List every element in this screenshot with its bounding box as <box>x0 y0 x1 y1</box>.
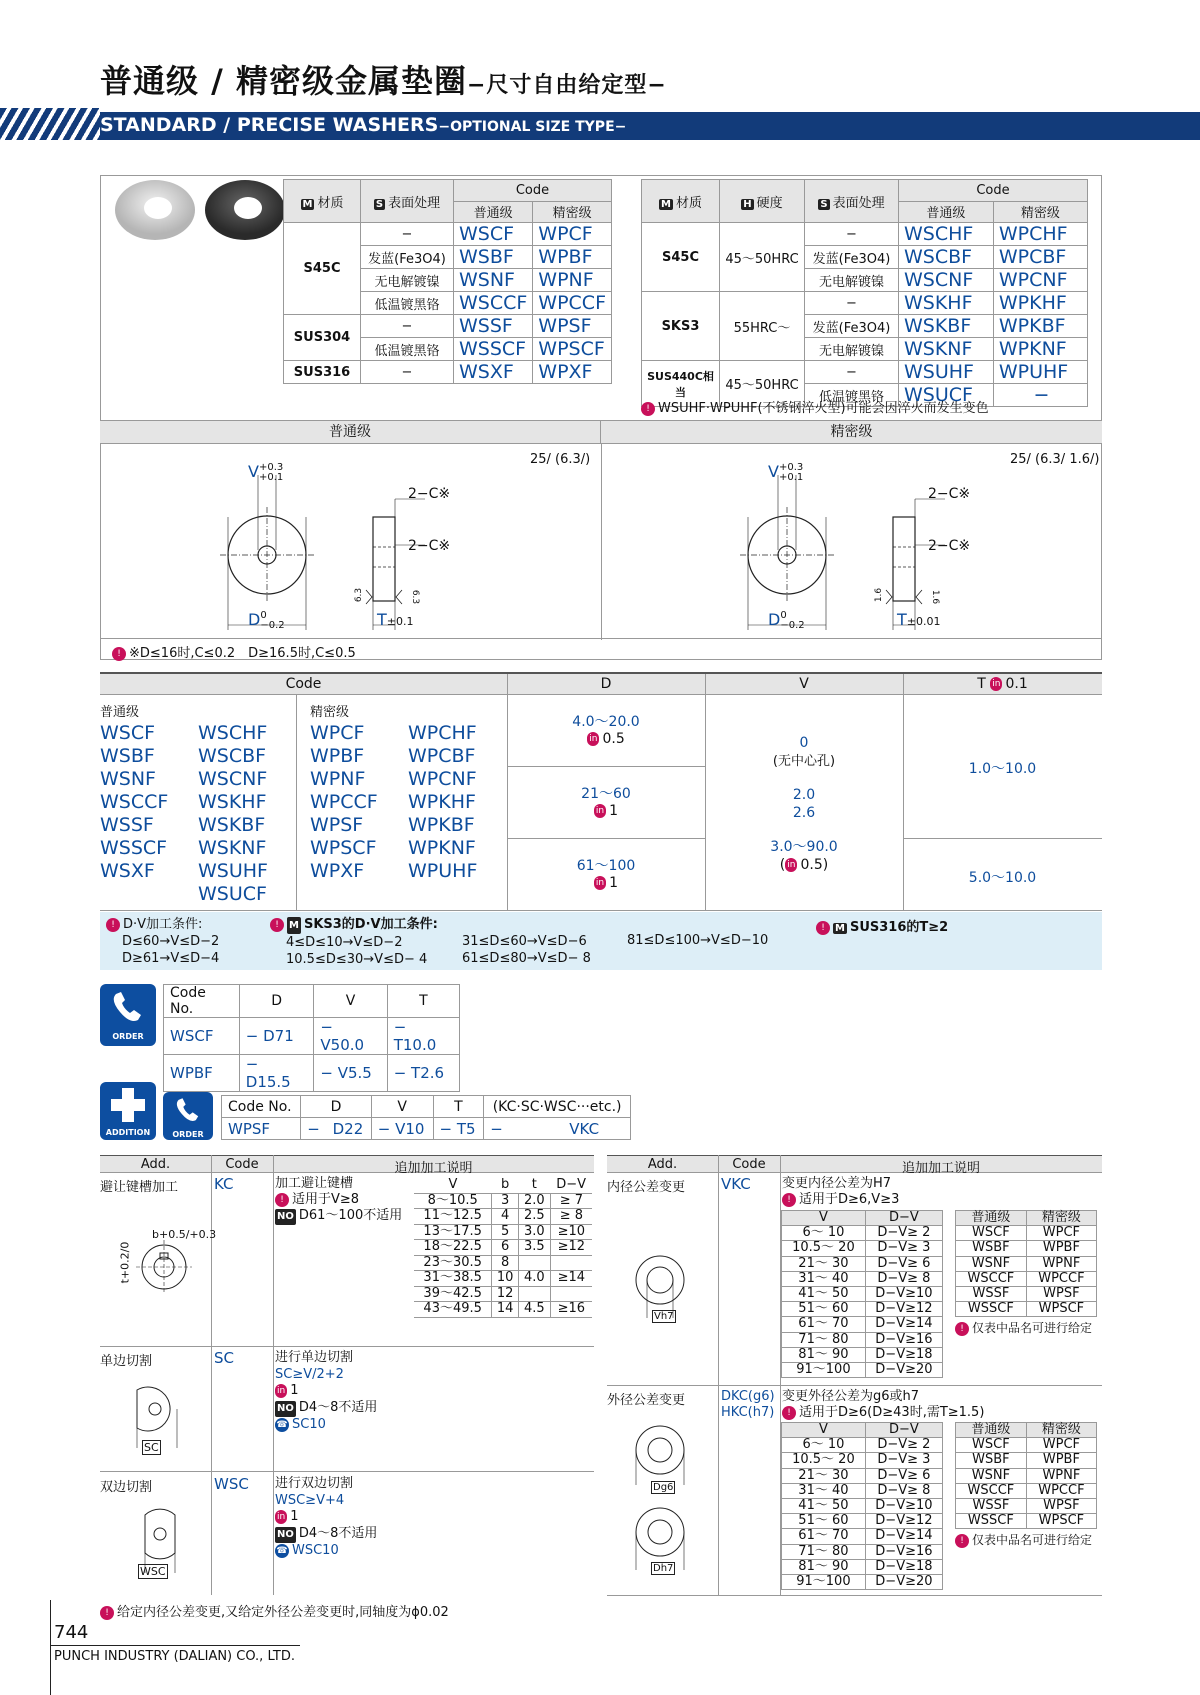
cond-sks3-b: 31≤D≤60→V≤D−6 61≤D≤80→V≤D− 8 <box>462 934 591 966</box>
table-row: WSSCF WPSCF <box>956 1302 1097 1317</box>
code-list-item: WSUHF <box>198 860 268 882</box>
footer-note: ! 给定内径公差变更,又给定外径公差变更时,同轴度为ϕ0.02 <box>100 1601 449 1620</box>
code-list-item: WSCHF <box>198 722 268 744</box>
dims-h-code: Code <box>285 676 322 692</box>
washer-photo <box>110 178 290 242</box>
vkc-label: Vh7 <box>654 1311 674 1322</box>
kc-code: KC <box>214 1175 234 1193</box>
addition-order-icon: ORDER <box>163 1092 213 1140</box>
dims-std-label: 普通级 <box>100 705 140 720</box>
t-range-2: 5.0～10.0 <box>968 870 1037 886</box>
table-row: 10.5～ 20 D−V≥ 3 <box>782 1241 943 1256</box>
wsc-label: WSC <box>140 1565 166 1578</box>
table-row: WSCF WPCF <box>956 1438 1097 1453</box>
std-code-list-2 <box>198 722 268 906</box>
dkc-only-note: ! 仅表中品名可进行给定 <box>955 1531 1092 1548</box>
dkc-table: V D−V 6～ 10 D−V≥ 2 10.5～ 20 D−V≥ 3 21～ 30 D−V≥ 6 31～ 40 D−V≥ 8 41～ 50 D−V≥10 51～ 60 D−V≥12 61～ 70 D−V≥14 71～ 80 D−V≥16 81～ 90 D−V≥18 91～100 D−V≥20 <box>781 1422 943 1590</box>
dims-h-d: D <box>600 676 612 692</box>
d-range-2: 21～60 in 1 <box>581 786 631 819</box>
dim-t-precise: T±0.01 <box>897 610 941 629</box>
table-row: WSBF WPBF <box>956 1453 1097 1468</box>
sc-code: SC <box>214 1349 234 1367</box>
table-row: 91～100 D−V≥20 <box>782 1362 943 1377</box>
v-range-3: 3.0～90.0 ( in 0.5) <box>770 839 838 873</box>
material-table-standard: M 材质 S 表面处理 Code 普通级 精密级 S45C − WSCF WPCF 发蓝(Fe3O4) WSBF WPBF 无电解镀镍 WSNF WPNF 低温镀黑铬 WSCCF WPCCF SUS304 − WSSF WPSF 低温镀黑铬 WSSCF WPSCF SUS316 − WSXF WPXF <box>283 179 612 384</box>
chamfer-note: ! ※D≤16时,C≤0.2 D≥16.5时,C≤0.5 <box>112 642 356 661</box>
machining-conditions <box>100 912 1102 970</box>
page-title: 普通级 / 精密级金属垫圈−尺寸自由给定型− <box>100 62 667 100</box>
drawing-divider <box>601 444 602 640</box>
wsc-code: WSC <box>214 1475 249 1493</box>
sc-name: 单边切割 <box>100 1354 153 1369</box>
table-row: WSCF WPCF <box>956 1226 1097 1241</box>
table-row: 51～ 60 D−V≥12 <box>782 1302 943 1317</box>
dkc-code-table: 普通级 精密级 WSCF WPCF WSBF WPBF WSNF WPNF WSCCF WPCCF WSSF WPSF WSSCF WPSCF <box>955 1422 1097 1529</box>
drawing-header-precise: 精密级 <box>601 420 1102 444</box>
table-row: WSCCF WPCCF <box>956 1271 1097 1286</box>
material-table-hardened: M 材质 H 硬度 S 表面处理 Code 普通级 精密级 S45C 45～50HRC − WSCHF WPCHF 发蓝(Fe3O4) WSCBF WPCBF 无电解镀镍 WSCNF WPCNF SKS3 55HRC～ − WSKHF WPKHF 发蓝(Fe3O4) WSKBF WPKBF 无电解镀镍 WSKNF WPKNF SUS440C相当 45～50HRC − WSUHF WPUHF 低温镀黑铬 WSUCF − <box>641 179 1088 407</box>
dg6-label: Dg6 <box>653 1482 674 1493</box>
table-row: 21～ 30 D−V≥ 6 <box>782 1468 943 1483</box>
table-row: 21～ 30 D−V≥ 6 <box>782 1256 943 1271</box>
table-row: 81～ 90 D−V≥18 <box>782 1347 943 1362</box>
sc-desc: 进行单边切割 SC≥V/2+2 in 1 NO D4～8不适用 ☎ SC10 <box>275 1350 378 1432</box>
table-row: 41～ 50 D−V≥10 <box>782 1286 943 1301</box>
drawing-bottom-line <box>100 638 1102 639</box>
code-list-item: WSKBF <box>198 814 266 836</box>
dims-prec-label: 精密级 <box>310 705 350 720</box>
dim-t: T±0.1 <box>377 610 414 629</box>
vkc-only-note: ! 仅表中品名可进行给定 <box>955 1319 1092 1336</box>
code-list-item: WPKHF <box>408 791 476 813</box>
dim-v-precise: V+0.3 +0.1 <box>768 461 804 483</box>
hardening-note: ! WSUHF·WPUHF(不锈钢淬火型)可能会因淬火而发生变色 <box>641 397 989 416</box>
std-code-list-1 <box>100 722 168 883</box>
roughness-right-precise: 1.6 <box>930 589 941 605</box>
kc-name: 避让键槽加工 <box>100 1180 179 1195</box>
table-row: 31～ 40 D−V≥ 8 <box>782 1483 943 1498</box>
code-list-item: WPKNF <box>408 837 476 859</box>
kc-b-label: b+0.5/+0.3 <box>152 1228 217 1241</box>
addition-example-table: Code No. D V T (KC·SC·WSC···etc.) WPSF − D22 − V10 − T5 − VKC <box>221 1095 631 1140</box>
code-list-item: WPCCF <box>310 791 378 813</box>
code-list-item: WSXF <box>100 860 155 882</box>
wsc-desc: 进行双边切割 WSC≥V+4 in 1 NO D4～8不适用 ☎ WSC10 <box>275 1476 378 1558</box>
code-list-item: WSKNF <box>198 837 267 859</box>
table-row: 91～100 D−V≥20 <box>782 1574 943 1589</box>
chamfer-label-3: 2−C※ <box>928 486 971 502</box>
code-list-item: WSSCF <box>100 837 168 859</box>
dkc-desc: 变更外径公差为g6或h7 ! 适用于D≥6(D≥43时,需T≥1.5) <box>782 1389 985 1420</box>
english-title: STANDARD / PRECISE WASHERS−OPTIONAL SIZE TYPE− <box>100 114 627 136</box>
kc-desc: 加工避让键槽 ! 适用于V≥8 NO D61～100不适用 <box>275 1176 403 1223</box>
table-row: 43～49.5 14 4.5 ≥16 <box>414 1302 592 1318</box>
t-range-1: 1.0～10.0 <box>968 761 1037 777</box>
code-list-item: WSNF <box>100 768 156 790</box>
code-list-item: WPCNF <box>408 768 477 790</box>
table-row: 41～ 50 D−V≥10 <box>782 1498 943 1513</box>
dim-d: D0 −0.2 <box>248 609 285 631</box>
roughness-symbol-precise: 25/ (6.3/ 1.6/) <box>1010 452 1100 467</box>
roughness-left-precise: 1.6 <box>874 587 885 603</box>
code-list-item: WPSF <box>310 814 364 836</box>
dim-d-precise: D0 −0.2 <box>768 609 805 631</box>
table-row: WSNF WPNF <box>956 1256 1097 1271</box>
vkc-code-table: 普通级 精密级 WSCF WPCF WSBF WPBF WSNF WPNF WSCCF WPCCF WSSF WPSF WSSCF WPSCF <box>955 1210 1097 1317</box>
dkc-drawing <box>630 1420 690 1580</box>
vkc-desc: 变更内径公差为H7 ! 适用于D≥6,V≥3 <box>782 1176 900 1207</box>
code-list-item: WSCF <box>100 722 156 744</box>
roughness-left: 6.3 <box>354 587 365 603</box>
table-row: 71～ 80 D−V≥16 <box>782 1332 943 1347</box>
code-list-item: WPCHF <box>408 722 477 744</box>
page-number: 744 <box>54 1622 89 1643</box>
drawing-header-standard: 普通级 <box>100 420 601 444</box>
code-list-item: WSCCF <box>100 791 169 813</box>
dims-h-t: T in 0.1 <box>977 676 1028 692</box>
table-row: 6～ 10 D−V≥ 2 <box>782 1438 943 1453</box>
code-list-item: WPSCF <box>310 837 377 859</box>
table-row: 10.5～ 20 D−V≥ 3 <box>782 1453 943 1468</box>
vkc-code: VKC <box>721 1175 751 1193</box>
dim-v: V+0.3 +0.1 <box>248 461 284 483</box>
sc-label: SC <box>144 1441 159 1454</box>
v-range-1: 0 (无中心孔) <box>772 735 836 769</box>
table-row: 51～ 60 D−V≥12 <box>782 1514 943 1529</box>
code-list-item: WPCBF <box>408 745 476 767</box>
table-row: WSBF WPBF <box>956 1241 1097 1256</box>
code-list-item: WPUHF <box>408 860 478 882</box>
code-list-item: WSCBF <box>198 745 267 767</box>
table-row: 61～ 70 D−V≥14 <box>782 1529 943 1544</box>
material-icon: M <box>302 198 313 210</box>
code-list-item: WSSF <box>100 814 154 836</box>
roughness-symbol-standard: 25/ (6.3/) <box>530 452 591 467</box>
table-row: 71～ 80 D−V≥16 <box>782 1544 943 1559</box>
v-range-2: 2.0 2.6 <box>792 787 816 821</box>
table-row: 6～ 10 D−V≥ 2 <box>782 1226 943 1241</box>
vkc-name: 内径公差变更 <box>607 1180 686 1195</box>
dkc-code: DKC(g6) HKC(h7) <box>721 1389 775 1420</box>
table-row: WSNF WPNF <box>956 1468 1097 1483</box>
table-row: WSSCF WPSCF <box>956 1514 1097 1529</box>
code-list-item: WSCNF <box>198 768 268 790</box>
dkc-name: 外径公差变更 <box>607 1393 686 1408</box>
chamfer-label-4: 2−C※ <box>928 538 971 554</box>
dh7-label: Dh7 <box>653 1563 674 1574</box>
title-bar-stripes <box>0 108 100 140</box>
order-icon: ORDER <box>100 984 156 1046</box>
table-row: 39～42.5 12 <box>414 1286 592 1302</box>
surface-icon: S <box>375 198 384 210</box>
cond-sks3: ! M SKS3的D·V加工条件: 4≤D≤10→V≤D−2 10.5≤D≤30→V≤D− 4 <box>270 916 438 968</box>
table-row: 61～ 70 D−V≥14 <box>782 1317 943 1332</box>
wsc-name: 双边切割 <box>100 1480 153 1495</box>
table-row: 11～12.5 4 2.5 ≥ 8 <box>414 1209 592 1225</box>
order-example-table: Code No. D V T WSCF − D71 − V50.0 − T10.0 WPBF − D15.5 − V5.5 − T2.6 <box>163 984 460 1092</box>
d-range-1: 4.0～20.0 in 0.5 <box>572 714 640 747</box>
code-list-item: WPCF <box>310 722 365 744</box>
prec-code-list-1 <box>310 722 378 883</box>
prec-code-list-2 <box>408 722 477 883</box>
code-list-item: WSBF <box>100 745 155 767</box>
table-row: WSCCF WPCCF <box>956 1483 1097 1498</box>
table-row: 8～10.5 3 2.0 ≥ 7 <box>414 1193 592 1209</box>
company-name: PUNCH INDUSTRY (DALIAN) CO., LTD. <box>54 1649 295 1664</box>
dims-h-v: V <box>799 676 809 692</box>
addition-icon: ADDITION <box>100 1082 156 1140</box>
table-row: 31～38.5 10 4.0 ≥14 <box>414 1271 592 1287</box>
d-range-3: 61～100 in 1 <box>576 858 636 891</box>
chamfer-label-1: 2−C※ <box>408 486 451 502</box>
code-list-item: WPXF <box>310 860 365 882</box>
cond-sks3-c: 81≤D≤100→V≤D−10 <box>627 933 769 948</box>
kc-table: V b t D−V 8～10.5 3 2.0 ≥ 7 11～12.5 4 2.5 ≥ 8 13～17.5 5 3.0 ≥10 18～22.5 6 3.5 ≥12 23～30.5 8 31～38.5 10 4.0 ≥14 39～42.5 12 43～49.5 14 4.5 ≥16 <box>414 1178 592 1318</box>
chamfer-label-2: 2−C※ <box>408 538 451 554</box>
kc-t-label: t+0.2/0 <box>118 1241 132 1284</box>
code-list-item: WPNF <box>310 768 366 790</box>
table-row: 23～30.5 8 <box>414 1255 592 1271</box>
code-list-item: WPKBF <box>408 814 475 836</box>
code-list-item: WSUCF <box>198 883 267 905</box>
roughness-right: 6.3 <box>410 589 421 605</box>
table-row: WSSF WPSF <box>956 1498 1097 1513</box>
vkc-table: V D−V 6～ 10 D−V≥ 2 10.5～ 20 D−V≥ 3 21～ 30 D−V≥ 6 31～ 40 D−V≥ 8 41～ 50 D−V≥10 51～ 60 D−V≥12 61～ 70 D−V≥14 71～ 80 D−V≥16 81～ 90 D−V≥18 91～100 D−V≥20 <box>781 1210 943 1378</box>
table-row: 18～22.5 6 3.5 ≥12 <box>414 1240 592 1256</box>
code-list-item: WPBF <box>310 745 365 767</box>
cond-dv: ! D·V加工条件: D≤60→V≤D−2 D≥61→V≤D−4 <box>106 916 219 967</box>
table-row: 31～ 40 D−V≥ 8 <box>782 1271 943 1286</box>
table-row: 13～17.5 5 3.0 ≥10 <box>414 1224 592 1240</box>
code-list-item: WSKHF <box>198 791 267 813</box>
table-row: WSSF WPSF <box>956 1286 1097 1301</box>
table-row: 81～ 90 D−V≥18 <box>782 1559 943 1574</box>
cond-sus316: ! M SUS316的T≥2 <box>816 916 948 935</box>
